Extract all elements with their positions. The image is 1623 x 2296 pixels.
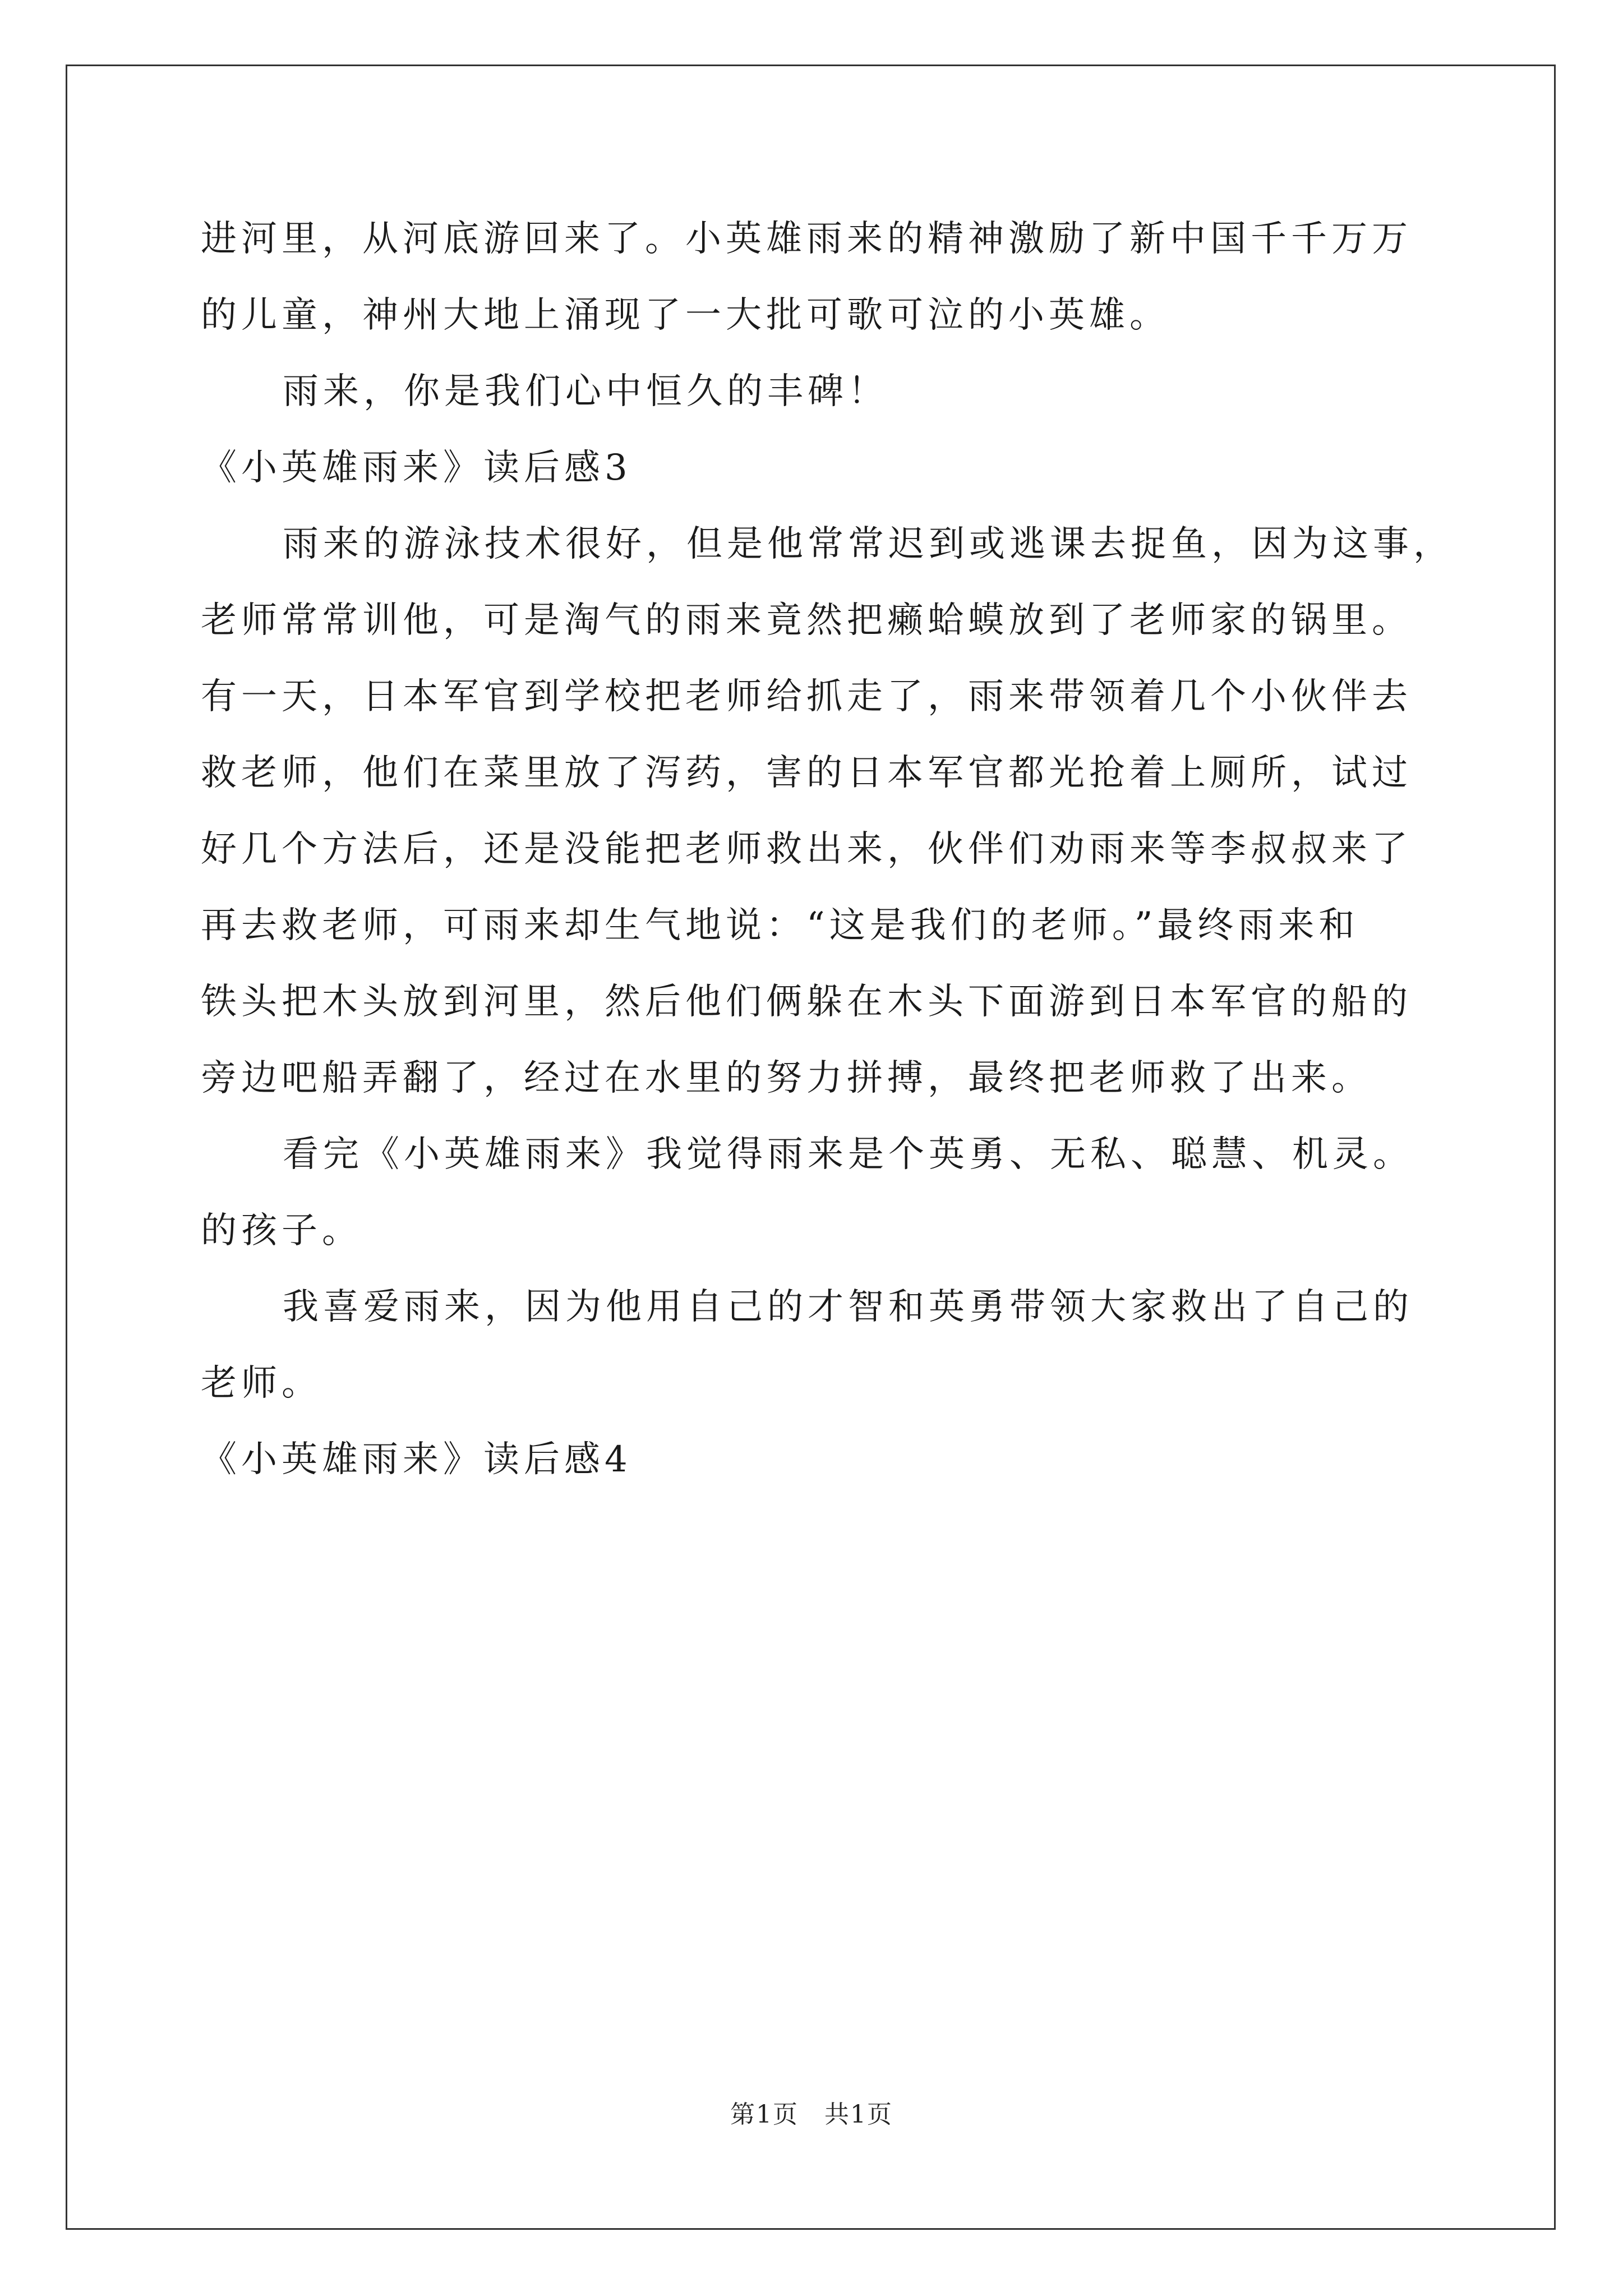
text-line: 雨来，你是我们心中恒久的丰碑！ (283, 371, 888, 412)
text-line: 铁头把木头放到河里，然后他们俩躲在木头下面游到日本军官的船的 (201, 981, 1412, 1023)
text-line: 的孩子。 (201, 1210, 362, 1251)
text-line: 有一天，日本军官到学校把老师给抓走了，雨来带领着几个小伙伴去 (201, 676, 1412, 717)
text-line: 旁边吧船弄翻了，经过在水里的努力拼搏，最终把老师救了出来。 (201, 1057, 1372, 1099)
text-line: 老师。 (201, 1363, 322, 1404)
text-line: 老师常常训他，可是淘气的雨来竟然把癞蛤蟆放到了老师家的锅里。 (201, 600, 1412, 641)
document-body (201, 201, 1457, 1498)
text-line: 救老师，他们在菜里放了泻药，害的日本军官都光抢着上厕所，试过 (201, 752, 1412, 794)
page-footer: 第1页 共1页 (730, 2100, 893, 2129)
text-line: 好几个方法后，还是没能把老师救出来，伙伴们劝雨来等李叔叔来了 (201, 829, 1412, 870)
text-line: 雨来的游泳技术很好，但是他常常迟到或逃课去捉鱼，因为这事， (283, 523, 1454, 565)
section-heading: 《小英雄雨来》读后感4 (201, 1439, 632, 1480)
text-line: 进河里，从河底游回来了。小英雄雨来的精神激励了新中国千千万万 (201, 218, 1412, 260)
text-line: 再去救老师，可雨来却生气地说：“这是我们的老师。”最终雨来和 (201, 905, 1359, 946)
text-line: 我喜爱雨来，因为他用自己的才智和英勇带领大家救出了自己的 (283, 1286, 1413, 1328)
text-line: 看完《小英雄雨来》我觉得雨来是个英勇、无私、聪慧、机灵。 (283, 1134, 1413, 1175)
section-heading: 《小英雄雨来》读后感3 (201, 447, 632, 489)
text-line: 的儿童，神州大地上涌现了一大批可歌可泣的小英雄。 (201, 295, 1170, 336)
